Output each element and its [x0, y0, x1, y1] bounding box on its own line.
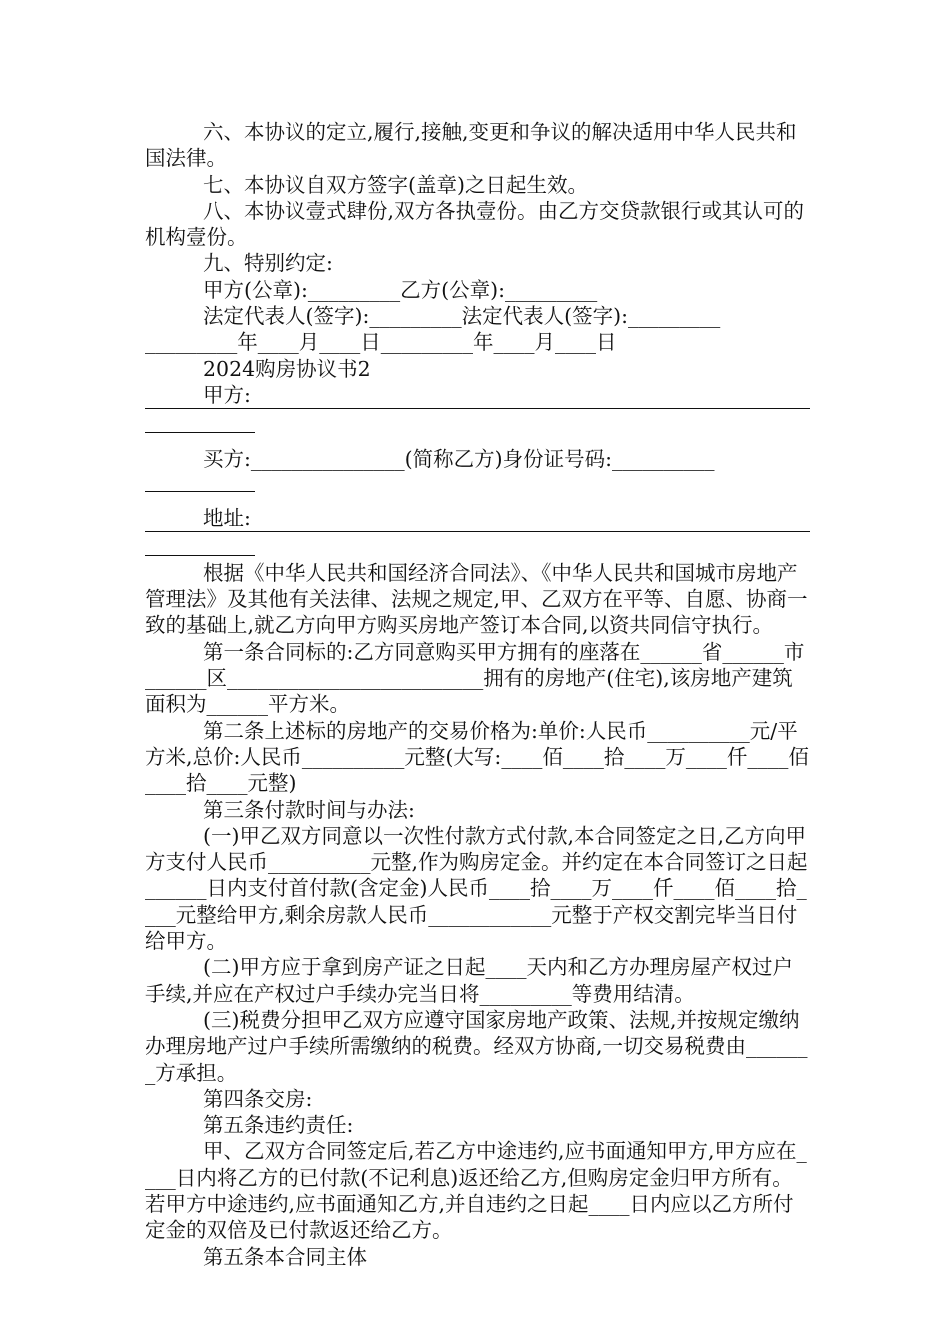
article-five-subject: 第五条本合同主体: [203, 1244, 367, 1269]
seal-line: 甲方(公章):_________乙方(公章):_________: [203, 277, 598, 302]
preamble: 根据《中华人民共和国经济合同法》、《中华人民共和国城市房地产管理法》及其他有关法律、法规之规定,甲、乙双方在平等、自愿、协商一致的基础上,就乙方向甲方购买房地产签订本合同,以资共同信守执行。: [145, 560, 808, 638]
party-a-label: 甲方:: [203, 382, 251, 407]
article-three: 第三条付款时间与办法:: [203, 797, 415, 822]
address-underline: [145, 531, 810, 532]
second-agreement-title: 2024购房协议书2: [203, 356, 371, 381]
party-a-underline: [145, 408, 810, 409]
article-three-item-one: (一)甲乙双方同意以一次性付款方式付款,本合同签定之日,乙方向甲方支付人民币__________元整,作为购房定金。并约定在本合同签订之日起______日内支付首付款(含定金)人民币____拾____万____仟____佰____拾____元整给甲方,剩余房款人民币____________元整于产权交割完毕当日付给甲方。: [145, 823, 808, 954]
clause-seven: 七、本协议自双方签字(盖章)之日起生效。: [203, 172, 588, 197]
buyer-line: 买方:_______________(简称乙方)身份证号码:__________: [203, 447, 715, 472]
date-line: _________年____月____日_________年____月____日: [145, 330, 617, 355]
document-page: [145, 119, 810, 1270]
article-five: 第五条违约责任:: [203, 1113, 354, 1138]
article-three-item-three: (三)税费分担甲乙双方应遵守国家房地产政策、法规,并按规定缴纳办理房地产过户手续所需缴纳的税费。经双方协商,一切交易税费由_______方承担。: [145, 1007, 808, 1085]
clause-eight: 八、本协议壹式肆份,双方各执壹份。由乙方交贷款银行或其认可的机构壹份。: [145, 198, 805, 250]
article-one: 第一条合同标的:乙方同意购买甲方拥有的座落在______省______市______区_________________________拥有的房地产(住宅),该房地产建筑面积为______平方米。: [145, 639, 805, 717]
article-four: 第四条交房:: [203, 1086, 313, 1111]
article-two: 第二条上述标的房地产的交易价格为:单价:人民币__________元/平方米,总价:人民币__________元整(大写:____佰____拾____万____仟____佰____拾____元整): [145, 718, 809, 796]
clause-six: 六、本协议的定立,履行,接触,变更和争议的解决适用中华人民共和国法律。: [145, 120, 797, 171]
address-label: 地址:: [203, 505, 251, 530]
article-five-body: 甲、乙双方合同签定后,若乙方中途违约,应书面通知甲方,甲方应在____日内将乙方的已付款(不记利息)返还给乙方,但购房定金归甲方所有。若甲方中途违约,应书面通知乙方,并自违约之日起____日内应以乙方所付定金的双倍及已付款返还给乙方。: [145, 1139, 807, 1243]
article-three-item-two: (二)甲方应于拿到房产证之日起____天内和乙方办理房屋产权过户手续,并应在产权过户手续办完当日将_________等费用结清。: [145, 955, 793, 1006]
clause-nine: 九、特别约定:: [203, 251, 333, 276]
signature-line: 法定代表人(签字):_________法定代表人(签字):_________: [203, 304, 721, 329]
